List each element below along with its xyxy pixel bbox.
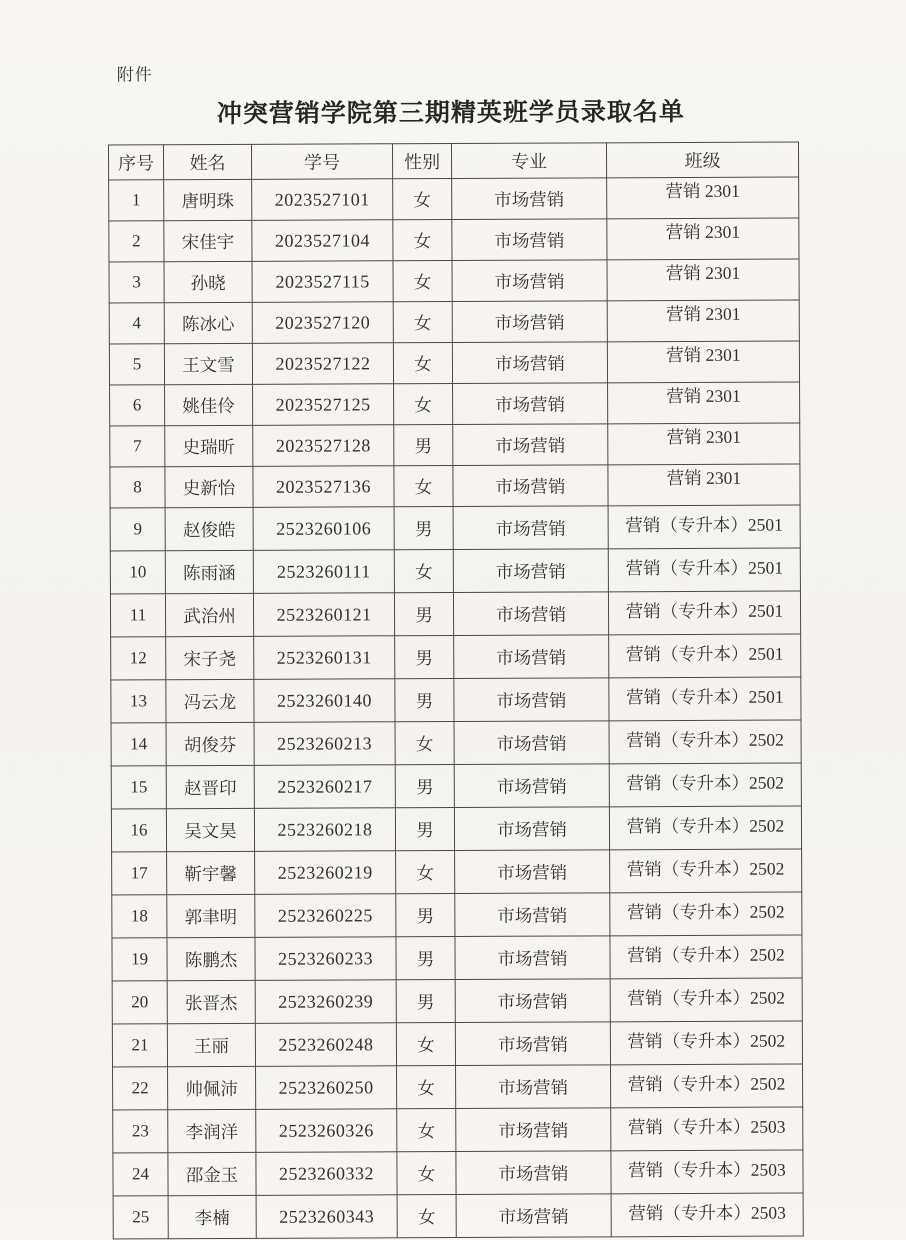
attachment-label: 附件 <box>116 65 153 85</box>
cell-gender: 男 <box>396 893 455 936</box>
cell-name: 帅佩沛 <box>168 1066 256 1109</box>
cell-gender: 女 <box>397 1194 456 1237</box>
table-row <box>110 548 800 594</box>
cell-class-name: 营销 2301 <box>607 300 799 342</box>
cell-major: 市场营销 <box>452 260 607 302</box>
cell-no: 9 <box>110 508 165 551</box>
table-row <box>112 849 802 895</box>
cell-gender: 男 <box>395 807 454 850</box>
cell-no: 22 <box>113 1067 168 1110</box>
cell-major: 市场营销 <box>454 721 609 765</box>
cell-class-name: 营销 2301 <box>608 382 800 424</box>
cell-no: 24 <box>113 1153 168 1196</box>
cell-class-name: 营销（专升本）2502 <box>610 1021 802 1065</box>
cell-major: 市场营销 <box>455 850 610 894</box>
cell-name: 冯云龙 <box>166 679 254 722</box>
cell-student-id: 2523260250 <box>256 1066 397 1110</box>
cell-major: 市场营销 <box>452 219 607 261</box>
table-row <box>109 177 799 221</box>
col-header-no: 序号 <box>108 145 163 180</box>
cell-class-name: 营销（专升本）2501 <box>609 677 801 721</box>
cell-gender: 女 <box>395 721 454 764</box>
cell-student-id: 2023527120 <box>252 302 393 344</box>
cell-student-id: 2523260111 <box>253 550 394 594</box>
cell-student-id: 2523260233 <box>255 937 396 981</box>
cell-major: 市场营销 <box>455 979 610 1023</box>
cell-no: 2 <box>109 221 164 262</box>
table-row <box>113 1150 803 1196</box>
cell-gender: 女 <box>396 1022 455 1065</box>
cell-name: 吴文昊 <box>166 808 254 851</box>
cell-major: 市场营销 <box>452 301 607 343</box>
cell-gender: 男 <box>394 506 453 549</box>
table-row <box>113 1064 803 1110</box>
cell-major: 市场营销 <box>455 936 610 980</box>
cell-student-id: 2523260121 <box>253 593 394 637</box>
admission-roster-table <box>108 141 804 1239</box>
cell-name: 史瑞昕 <box>165 425 253 466</box>
col-header-student-id: 学号 <box>251 144 392 180</box>
cell-student-id: 2523260106 <box>253 507 394 551</box>
cell-name: 邵金玉 <box>168 1152 256 1195</box>
cell-student-id: 2523260213 <box>254 722 395 766</box>
cell-class-name: 营销 2301 <box>607 341 799 383</box>
cell-class-name: 营销（专升本）2502 <box>610 892 802 936</box>
cell-major: 市场营销 <box>453 424 608 466</box>
cell-no: 14 <box>111 723 166 766</box>
cell-major: 市场营销 <box>456 1065 611 1109</box>
cell-major: 市场营销 <box>452 342 607 384</box>
cell-name: 孙晓 <box>164 261 252 302</box>
table-header-row <box>108 142 798 180</box>
cell-major: 市场营销 <box>453 506 608 550</box>
cell-gender: 女 <box>393 179 452 220</box>
table-row <box>110 382 800 426</box>
cell-major: 市场营销 <box>456 1194 611 1238</box>
cell-major: 市场营销 <box>456 1151 611 1195</box>
cell-gender: 女 <box>393 220 452 261</box>
cell-student-id: 2523260140 <box>254 679 395 723</box>
cell-class-name: 营销（专升本）2501 <box>609 634 801 678</box>
cell-major: 市场营销 <box>454 764 609 808</box>
cell-student-id: 2023527128 <box>253 425 394 467</box>
cell-student-id: 2523260219 <box>255 851 396 895</box>
cell-gender: 男 <box>394 424 453 465</box>
cell-no: 19 <box>112 938 167 981</box>
cell-no: 15 <box>111 766 166 809</box>
cell-no: 1 <box>109 180 164 221</box>
cell-no: 21 <box>112 1024 167 1067</box>
cell-major: 市场营销 <box>453 465 608 507</box>
cell-name: 靳宇馨 <box>167 851 255 894</box>
table-row <box>112 892 802 938</box>
cell-student-id: 2523260131 <box>254 636 395 680</box>
cell-student-id: 2023527125 <box>253 384 394 426</box>
table-row <box>113 1107 803 1153</box>
cell-student-id: 2523260248 <box>255 1023 396 1067</box>
cell-student-id: 2523260326 <box>256 1109 397 1153</box>
cell-name: 李润洋 <box>168 1109 256 1152</box>
cell-major: 市场营销 <box>455 893 610 937</box>
cell-name: 宋佳宇 <box>164 220 252 261</box>
cell-class-name: 营销（专升本）2503 <box>611 1107 803 1151</box>
cell-gender: 男 <box>396 936 455 979</box>
table-row <box>111 720 801 766</box>
cell-no: 12 <box>111 637 166 680</box>
col-header-gender: 性别 <box>392 144 451 179</box>
table-row <box>110 464 800 508</box>
cell-class-name: 营销 2301 <box>607 177 799 219</box>
cell-class-name: 营销 2301 <box>608 464 800 506</box>
cell-class-name: 营销（专升本）2501 <box>608 505 800 549</box>
cell-gender: 女 <box>394 383 453 424</box>
cell-major: 市场营销 <box>454 807 609 851</box>
cell-no: 20 <box>112 981 167 1024</box>
cell-name: 胡俊芬 <box>166 722 254 765</box>
table-row <box>110 591 800 637</box>
cell-class-name: 营销（专升本）2502 <box>609 720 801 764</box>
cell-major: 市场营销 <box>456 1108 611 1152</box>
cell-name: 姚佳伶 <box>165 384 253 425</box>
cell-name: 陈雨涵 <box>165 550 253 593</box>
cell-name: 陈鹏杰 <box>167 937 255 980</box>
col-header-class: 班级 <box>606 142 798 178</box>
col-header-major: 专业 <box>451 143 606 179</box>
cell-gender: 男 <box>396 979 455 1022</box>
cell-gender: 男 <box>395 635 454 678</box>
cell-name: 王文雪 <box>164 343 252 384</box>
table-row <box>111 634 801 680</box>
table-row <box>109 218 799 262</box>
table-row <box>113 1193 803 1239</box>
cell-student-id: 2523260217 <box>254 765 395 809</box>
page-title: 冲突营销学院第三期精英班学员录取名单 <box>216 98 685 129</box>
cell-student-id: 2023527136 <box>253 466 394 508</box>
cell-student-id: 2523260332 <box>256 1152 397 1196</box>
cell-student-id: 2523260225 <box>255 894 396 938</box>
cell-name: 赵俊皓 <box>165 507 253 550</box>
cell-major: 市场营销 <box>453 549 608 593</box>
cell-student-id: 2523260239 <box>255 980 396 1024</box>
cell-name: 史新怡 <box>165 466 253 507</box>
cell-gender: 男 <box>395 678 454 721</box>
cell-no: 18 <box>112 895 167 938</box>
cell-no: 25 <box>113 1196 168 1239</box>
cell-no: 13 <box>111 680 166 723</box>
cell-gender: 女 <box>397 1151 456 1194</box>
table-row <box>110 505 800 551</box>
cell-gender: 女 <box>397 1065 456 1108</box>
cell-no: 6 <box>110 385 165 426</box>
cell-major: 市场营销 <box>454 678 609 722</box>
cell-no: 4 <box>109 303 164 344</box>
cell-student-id: 2023527122 <box>252 343 393 385</box>
cell-no: 8 <box>110 467 165 508</box>
cell-gender: 女 <box>394 549 453 592</box>
cell-name: 张晋杰 <box>167 980 255 1023</box>
table-row <box>112 1021 802 1067</box>
cell-major: 市场营销 <box>453 383 608 425</box>
cell-major: 市场营销 <box>453 592 608 636</box>
cell-no: 17 <box>112 852 167 895</box>
cell-name: 赵晋印 <box>166 765 254 808</box>
cell-gender: 女 <box>397 1108 456 1151</box>
cell-class-name: 营销（专升本）2502 <box>611 1064 803 1108</box>
cell-name: 宋子尧 <box>166 636 254 679</box>
col-header-name: 姓名 <box>163 144 251 179</box>
cell-student-id: 2523260343 <box>256 1195 397 1239</box>
cell-no: 10 <box>110 551 165 594</box>
table-row <box>109 341 799 385</box>
cell-name: 武治州 <box>165 593 253 636</box>
cell-class-name: 营销 2301 <box>607 218 799 260</box>
cell-major: 市场营销 <box>455 1022 610 1066</box>
cell-student-id: 2023527104 <box>252 220 393 262</box>
cell-student-id: 2023527101 <box>252 179 393 221</box>
table-row <box>109 259 799 303</box>
cell-class-name: 营销（专升本）2503 <box>611 1193 803 1237</box>
table-row <box>109 300 799 344</box>
cell-name: 陈冰心 <box>164 302 252 343</box>
cell-gender: 女 <box>393 343 452 384</box>
table-row <box>112 935 802 981</box>
cell-name: 李楠 <box>168 1195 256 1238</box>
cell-no: 7 <box>110 426 165 467</box>
cell-class-name: 营销 2301 <box>608 423 800 465</box>
cell-gender: 女 <box>396 850 455 893</box>
cell-class-name: 营销（专升本）2503 <box>611 1150 803 1194</box>
cell-name: 郭聿明 <box>167 894 255 937</box>
cell-major: 市场营销 <box>454 635 609 679</box>
cell-major: 市场营销 <box>452 178 607 220</box>
cell-class-name: 营销（专升本）2502 <box>609 806 801 850</box>
table-row <box>111 806 801 852</box>
cell-class-name: 营销（专升本）2501 <box>608 548 800 592</box>
cell-student-id: 2523260218 <box>254 808 395 852</box>
cell-no: 16 <box>111 809 166 852</box>
cell-name: 王丽 <box>167 1023 255 1066</box>
cell-no: 5 <box>109 344 164 385</box>
cell-gender: 女 <box>393 302 452 343</box>
cell-gender: 男 <box>395 764 454 807</box>
cell-name: 唐明珠 <box>164 179 252 220</box>
table-body <box>109 177 804 1239</box>
table-row <box>111 763 801 809</box>
cell-gender: 女 <box>394 465 453 506</box>
cell-no: 11 <box>110 594 165 637</box>
cell-class-name: 营销（专升本）2502 <box>609 763 801 807</box>
cell-class-name: 营销（专升本）2501 <box>608 591 800 635</box>
cell-class-name: 营销（专升本）2502 <box>610 978 802 1022</box>
cell-student-id: 2023527115 <box>252 261 393 303</box>
cell-class-name: 营销（专升本）2502 <box>610 935 802 979</box>
cell-class-name: 营销（专升本）2502 <box>610 849 802 893</box>
cell-no: 3 <box>109 262 164 303</box>
cell-gender: 男 <box>394 592 453 635</box>
cell-class-name: 营销 2301 <box>607 259 799 301</box>
table-row <box>111 677 801 723</box>
cell-gender: 女 <box>393 261 452 302</box>
table-row <box>110 423 800 467</box>
table-row <box>112 978 802 1024</box>
cell-no: 23 <box>113 1110 168 1153</box>
